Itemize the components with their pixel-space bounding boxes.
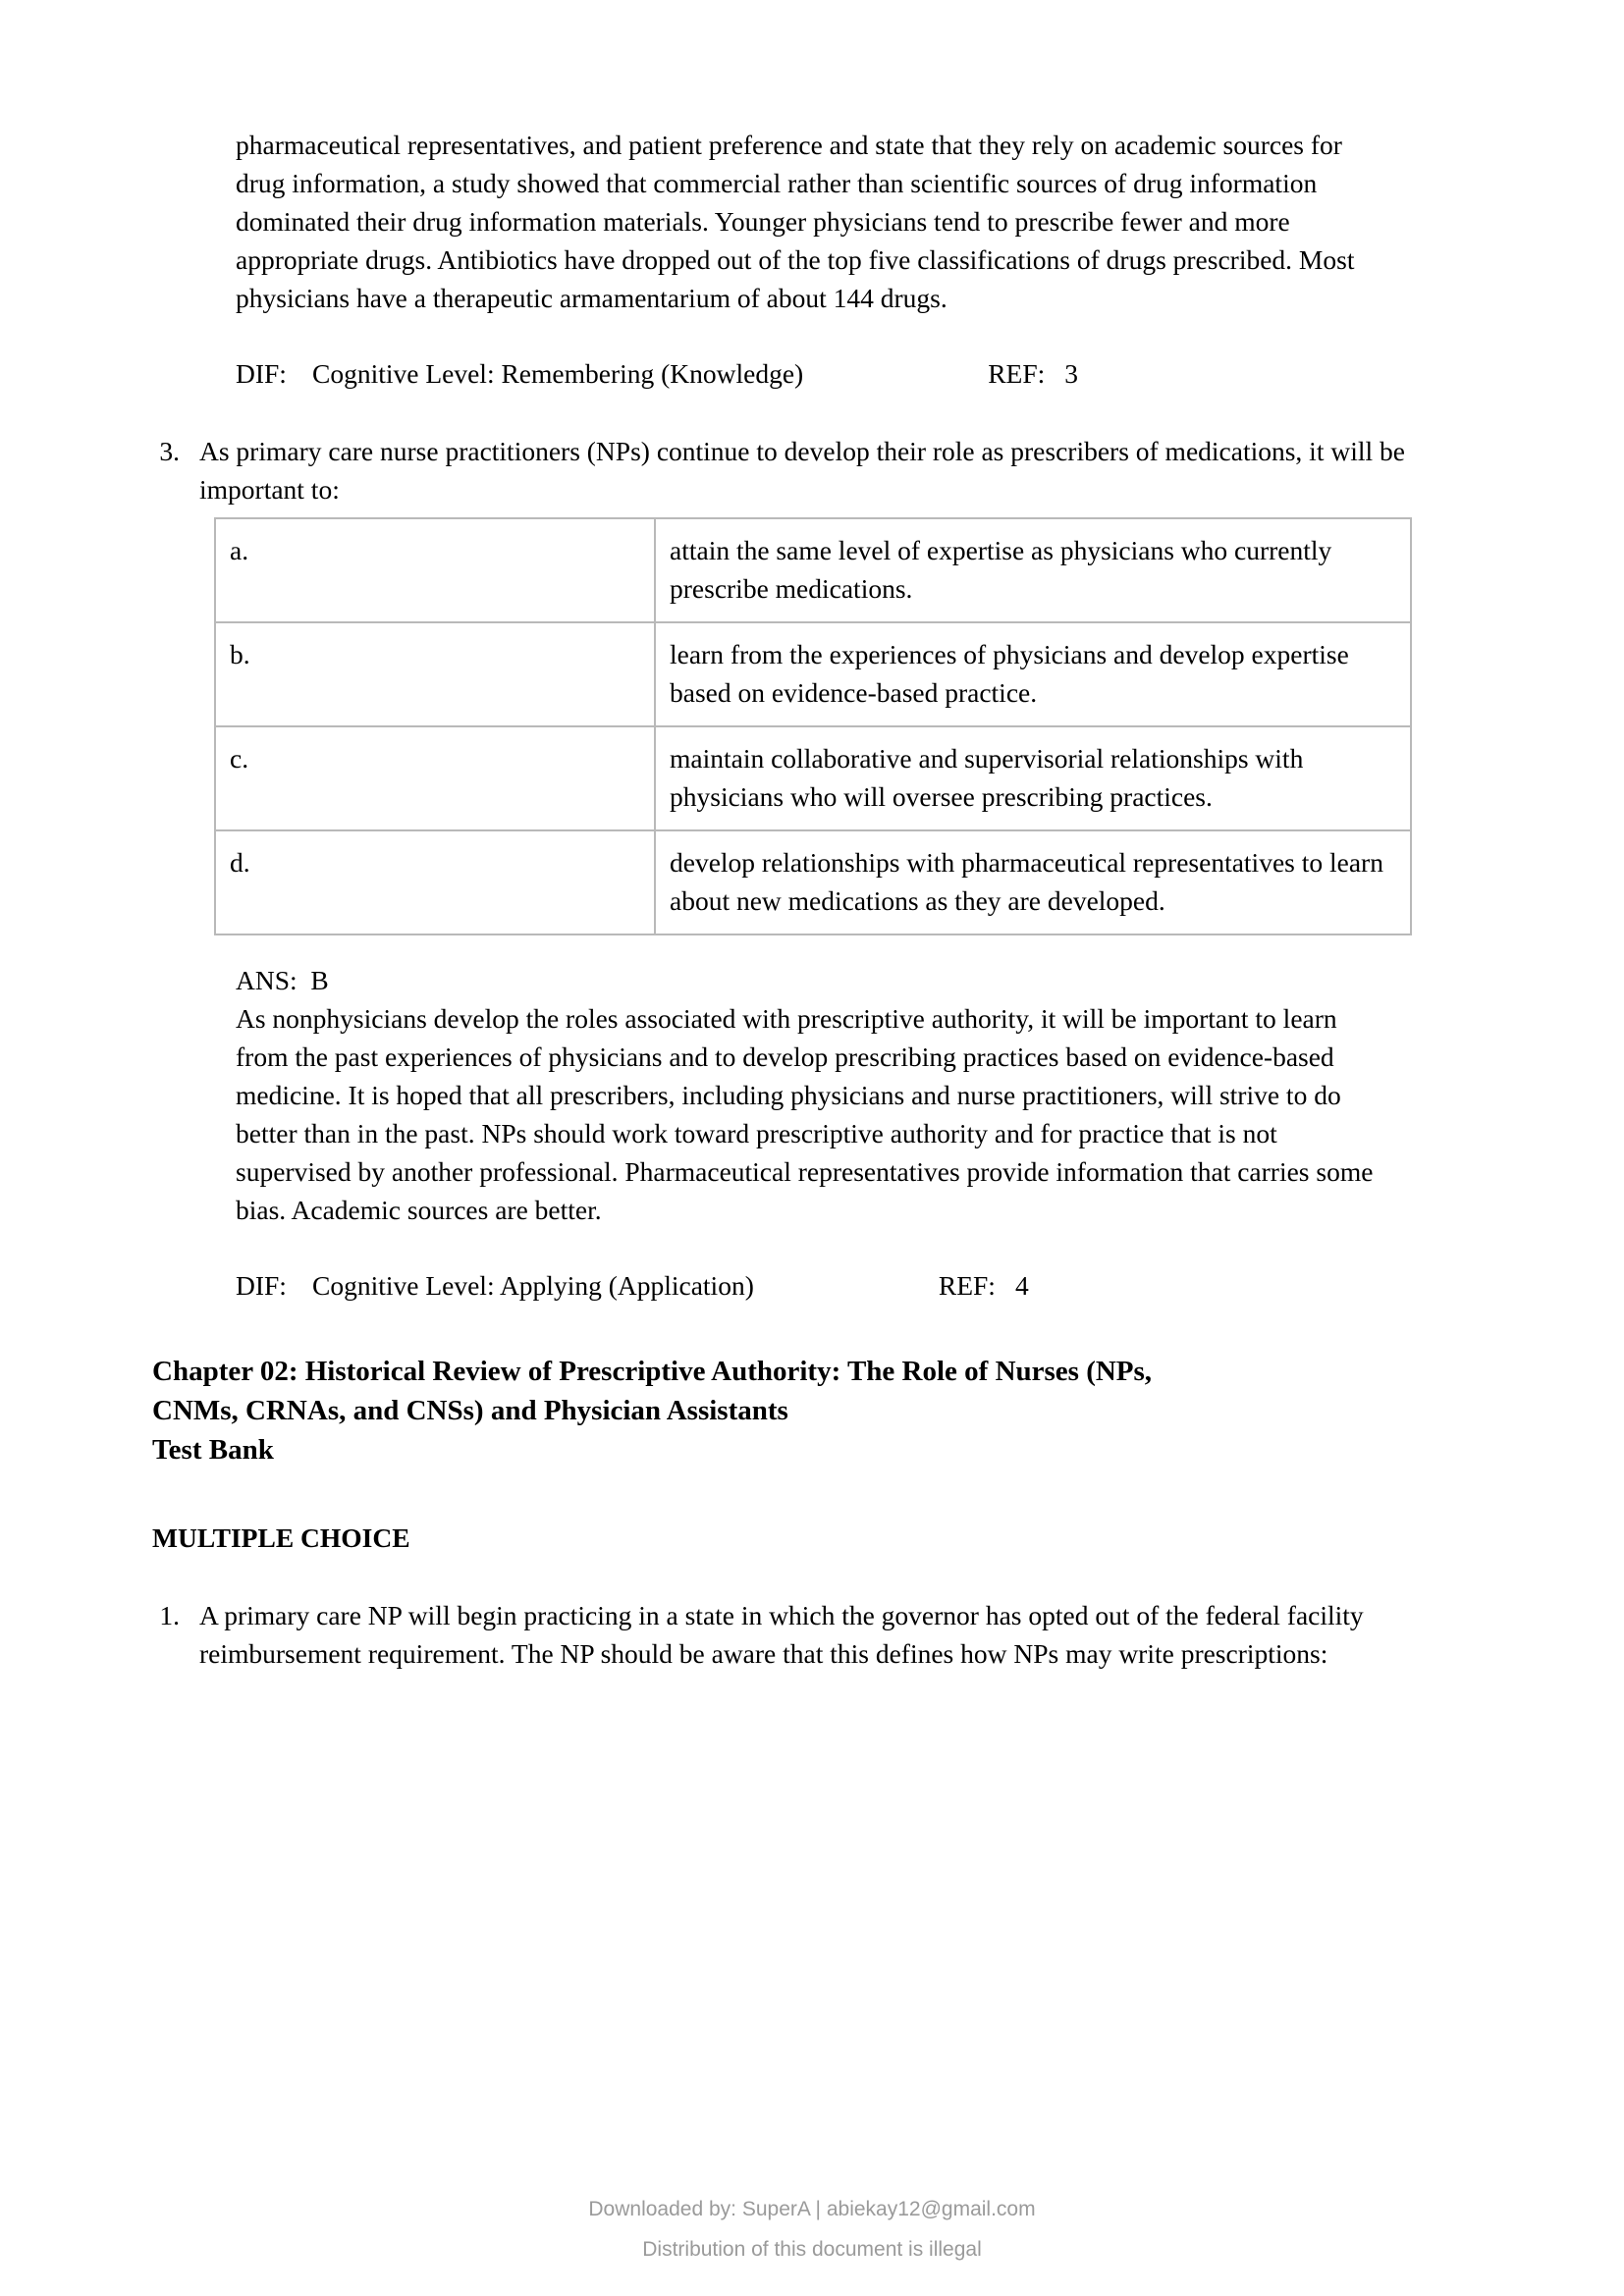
question-1-stem: A primary care NP will begin practicing in a state in which the governor has opted out of the federal facility reimbursement requirement. The NP should be aware that this defines how NPs may write prescriptions:	[199, 1600, 1364, 1669]
answer-block	[236, 961, 1394, 1229]
question-3-options-table	[214, 517, 1412, 935]
chapter-heading-line-3: Test Bank	[152, 1434, 274, 1466]
answer-rationale: As nonphysicians develop the roles associated with prescriptive authority, it will be important to learn from the past experiences of physicians and to develop prescribing practices based on evidence-based medicine. It is hoped that all prescribers, including physicians and nurse practitioners, will strive to do better than in the past. NPs should work toward prescriptive authority and for practice that is not supervised by another professional. Pharmaceutical representatives provide information that carries some bias. Academic sources are better.	[236, 1003, 1374, 1225]
dif-ref-line-1	[236, 354, 1419, 393]
footer-distribution-line: Distribution of this document is illegal	[642, 2238, 982, 2261]
option-letter: c.	[215, 726, 655, 830]
section-label-multiple-choice: MULTIPLE CHOICE	[152, 1522, 410, 1553]
footer-download-line: Downloaded by: SuperA | abiekay12@gmail.com	[588, 2198, 1036, 2220]
table-row[interactable]	[215, 622, 1411, 726]
table-row[interactable]	[215, 726, 1411, 830]
option-letter: d.	[215, 830, 655, 934]
option-text: learn from the experiences of physicians and develop expertise based on evidence-based practice.	[655, 622, 1411, 726]
dif-value: Cognitive Level: Remembering (Knowledge)	[312, 358, 804, 389]
table-row[interactable]	[215, 830, 1411, 934]
ref-label: REF:	[938, 1270, 996, 1301]
body-paragraph-continuation: pharmaceutical representatives, and patient preference and state that they rely on academic sources for drug information, a study showed that commercial rather than scientific sources of drug information dominated their drug information materials. Younger physicians tend to prescribe fewer and more appropriate drugs. Antibiotics have dropped out of the top five classifications of drugs prescribed. Most physicians have a therapeutic armamentarium of about 144 drugs.	[236, 130, 1355, 313]
page-footer	[0, 2189, 1624, 2269]
ref-value: 3	[1064, 358, 1079, 389]
dif-ref-line-2	[236, 1266, 1419, 1305]
document-content	[152, 126, 1419, 1673]
ref-value: 4	[1014, 1270, 1029, 1301]
option-letter: a.	[215, 518, 655, 622]
option-text: attain the same level of expertise as physicians who currently prescribe medications.	[655, 518, 1411, 622]
ref-block	[988, 354, 1078, 393]
dif-label: DIF:	[236, 1270, 287, 1301]
ref-label: REF:	[988, 358, 1046, 389]
chapter-heading	[152, 1352, 1429, 1469]
question-1	[152, 1596, 1419, 1673]
question-3	[152, 432, 1419, 508]
table-row[interactable]	[215, 518, 1411, 622]
question-1-number: 1.	[159, 1600, 180, 1630]
dif-value: Cognitive Level: Applying (Application)	[312, 1270, 754, 1301]
answer-line: ANS: B	[236, 965, 329, 995]
option-text: develop relationships with pharmaceutical representatives to learn about new medications as they are developed.	[655, 830, 1411, 934]
option-text: maintain collaborative and supervisorial relationships with physicians who will oversee prescribing practices.	[655, 726, 1411, 830]
chapter-heading-line-1: Chapter 02: Historical Review of Prescriptive Authority: The Role of Nurses (NPs,	[152, 1356, 1153, 1387]
chapter-heading-line-2: CNMs, CRNAs, and CNSs) and Physician Assistants	[152, 1395, 788, 1426]
question-3-number: 3.	[159, 436, 180, 466]
option-letter: b.	[215, 622, 655, 726]
ref-block	[939, 1266, 1029, 1305]
dif-label: DIF:	[236, 358, 287, 389]
question-3-stem: As primary care nurse practitioners (NPs) continue to develop their role as prescribers of medications, it will be important to:	[199, 436, 1405, 505]
